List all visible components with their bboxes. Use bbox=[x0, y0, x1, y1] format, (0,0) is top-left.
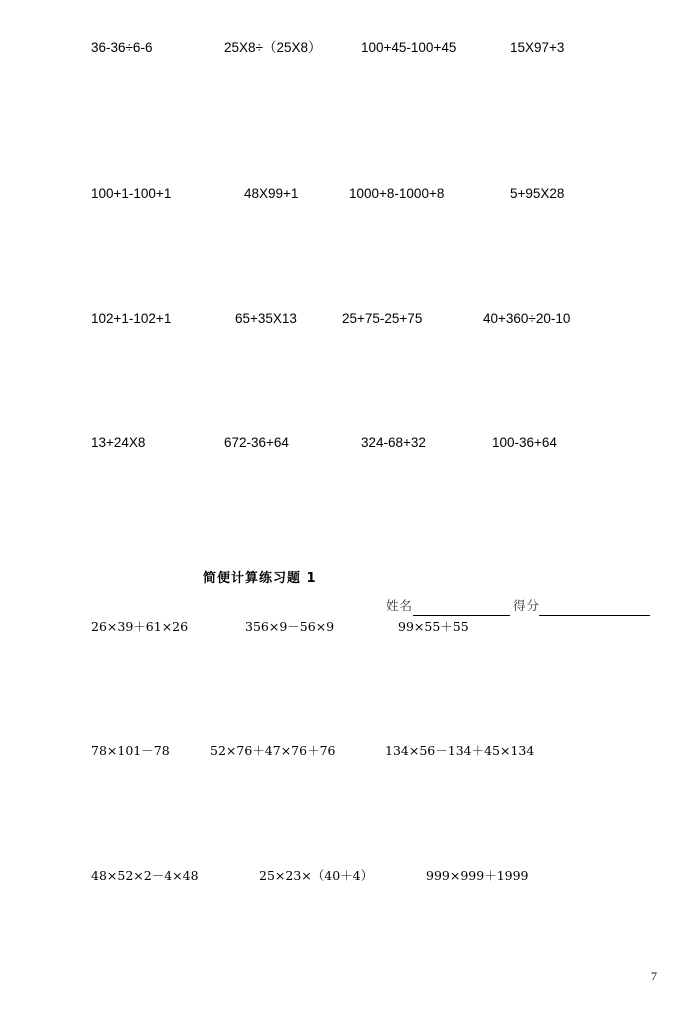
problem: 1000+8-1000+8 bbox=[349, 186, 445, 201]
problem: 40+360÷20-10 bbox=[483, 311, 571, 326]
problem: 356×9－56×9 bbox=[245, 619, 335, 634]
problem: 25+75-25+75 bbox=[342, 311, 423, 326]
name-blank[interactable] bbox=[413, 615, 510, 616]
problem: 78×101－78 bbox=[91, 743, 170, 758]
problem: 324-68+32 bbox=[361, 435, 426, 450]
problem: 48×52×2－4×48 bbox=[91, 868, 199, 883]
problem: 102+1-102+1 bbox=[91, 311, 172, 326]
problem: 134×56－134＋45×134 bbox=[385, 743, 535, 758]
score-label: 得分 bbox=[513, 598, 541, 613]
problem: 52×76＋47×76＋76 bbox=[210, 743, 336, 758]
problem: 100-36+64 bbox=[492, 435, 557, 450]
problem: 48X99+1 bbox=[244, 186, 299, 201]
problem: 36-36÷6-6 bbox=[91, 40, 153, 55]
worksheet-title: 简便计算练习题 1 bbox=[203, 571, 317, 586]
problem: 999×999＋1999 bbox=[426, 868, 529, 883]
problem: 99×55＋55 bbox=[398, 619, 469, 634]
problem: 25X8÷（25X8） bbox=[224, 40, 322, 55]
name-label: 姓名 bbox=[386, 598, 414, 613]
problem: 15X97+3 bbox=[510, 40, 565, 55]
problem: 100+45-100+45 bbox=[361, 40, 457, 55]
problem: 100+1-100+1 bbox=[91, 186, 172, 201]
problem: 5+95X28 bbox=[510, 186, 565, 201]
page-number: 7 bbox=[651, 969, 657, 983]
problem: 26×39＋61×26 bbox=[91, 619, 189, 634]
problem: 25×23×（40＋4） bbox=[259, 868, 374, 883]
score-blank[interactable] bbox=[539, 615, 650, 616]
problem: 13+24X8 bbox=[91, 435, 146, 450]
problem: 672-36+64 bbox=[224, 435, 289, 450]
problem: 65+35X13 bbox=[235, 311, 297, 326]
